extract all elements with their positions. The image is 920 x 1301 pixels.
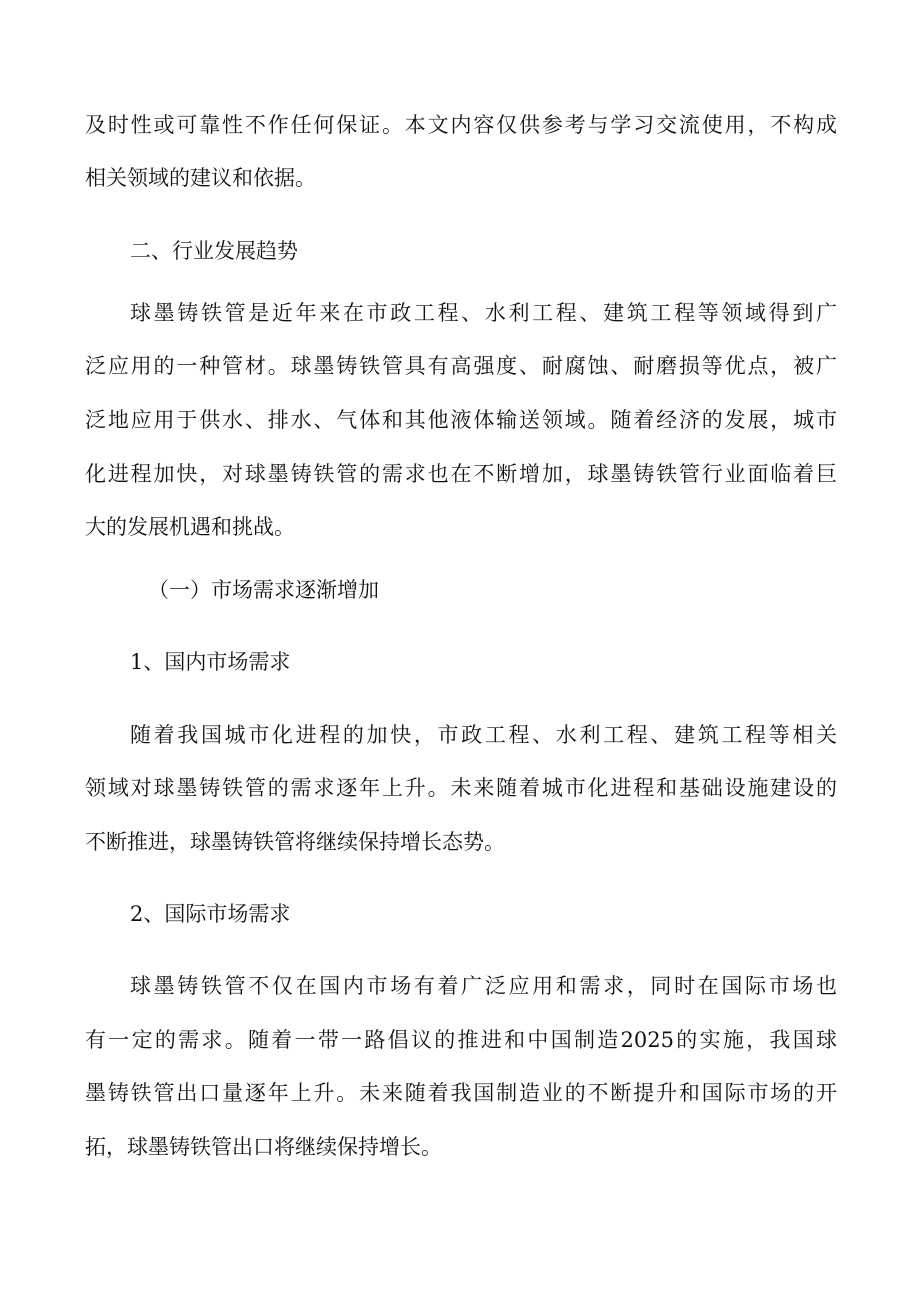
paragraph-text: 球墨铸铁管不仅在国内市场有着广泛应用和需求，同时在国际市场也 [130,974,837,998]
paragraph-text: 泛应用的一种管材。球墨铸铁管具有高强度、耐腐蚀、耐磨损等优点，被广 [85,354,837,378]
paragraph-line [0,454,920,494]
subsection-heading-text: （一）市场需求逐渐增加 [148,578,379,602]
item-heading [0,642,920,682]
paragraph-text: 相关领域的建议和依据。 [85,166,316,190]
paragraph-text: 化进程加快，对球墨铸铁管的需求也在不断增加，球墨铸铁管行业面临着巨 [85,462,837,486]
paragraph-line [0,105,920,145]
paragraph-line [0,346,920,386]
item-heading-text: 1、国内市场需求 [130,650,291,674]
paragraph-text: 领域对球墨铸铁管的需求逐年上升。未来随着城市化进程和基础设施建设的 [85,776,837,800]
paragraph-text: 大的发展机遇和挑战。 [85,515,295,539]
paragraph-line [0,158,920,198]
paragraph-text: 拓，球墨铸铁管出口将继续保持增长。 [85,1135,442,1159]
section-heading-text: 二、行业发展趋势 [130,239,298,263]
paragraph-text: 球墨铸铁管是近年来在市政工程、水利工程、建筑工程等领域得到广 [130,301,837,325]
item-heading-text: 2、国际市场需求 [130,902,291,926]
paragraph-line [0,400,920,440]
paragraph-line [0,715,920,755]
paragraph-line [0,822,920,862]
paragraph-line [0,1127,920,1167]
paragraph-text: 泛地应用于供水、排水、气体和其他液体输送领域。随着经济的发展，城市 [85,408,837,432]
paragraph-text: 及时性或可靠性不作任何保证。本文内容仅供参考与学习交流使用，不构成 [85,113,837,137]
paragraph-line [0,768,920,808]
paragraph-text: 墨铸铁管出口量逐年上升。未来随着我国制造业的不断提升和国际市场的开 [85,1081,837,1105]
paragraph-text: 随着我国城市化进程的加快，市政工程、水利工程、建筑工程等相关 [130,723,837,747]
paragraph-line [0,293,920,333]
item-heading [0,894,920,934]
section-heading [0,231,920,271]
paragraph-text: 不断推进，球墨铸铁管将继续保持增长态势。 [85,830,505,854]
paragraph-line [0,507,920,547]
paragraph-text: 有一定的需求。随着一带一路倡议的推进和中国制造2025的实施，我国球 [85,1028,837,1052]
subsection-heading [0,570,920,610]
paragraph-line [0,966,920,1006]
paragraph-line [0,1073,920,1113]
paragraph-line [0,1020,920,1060]
